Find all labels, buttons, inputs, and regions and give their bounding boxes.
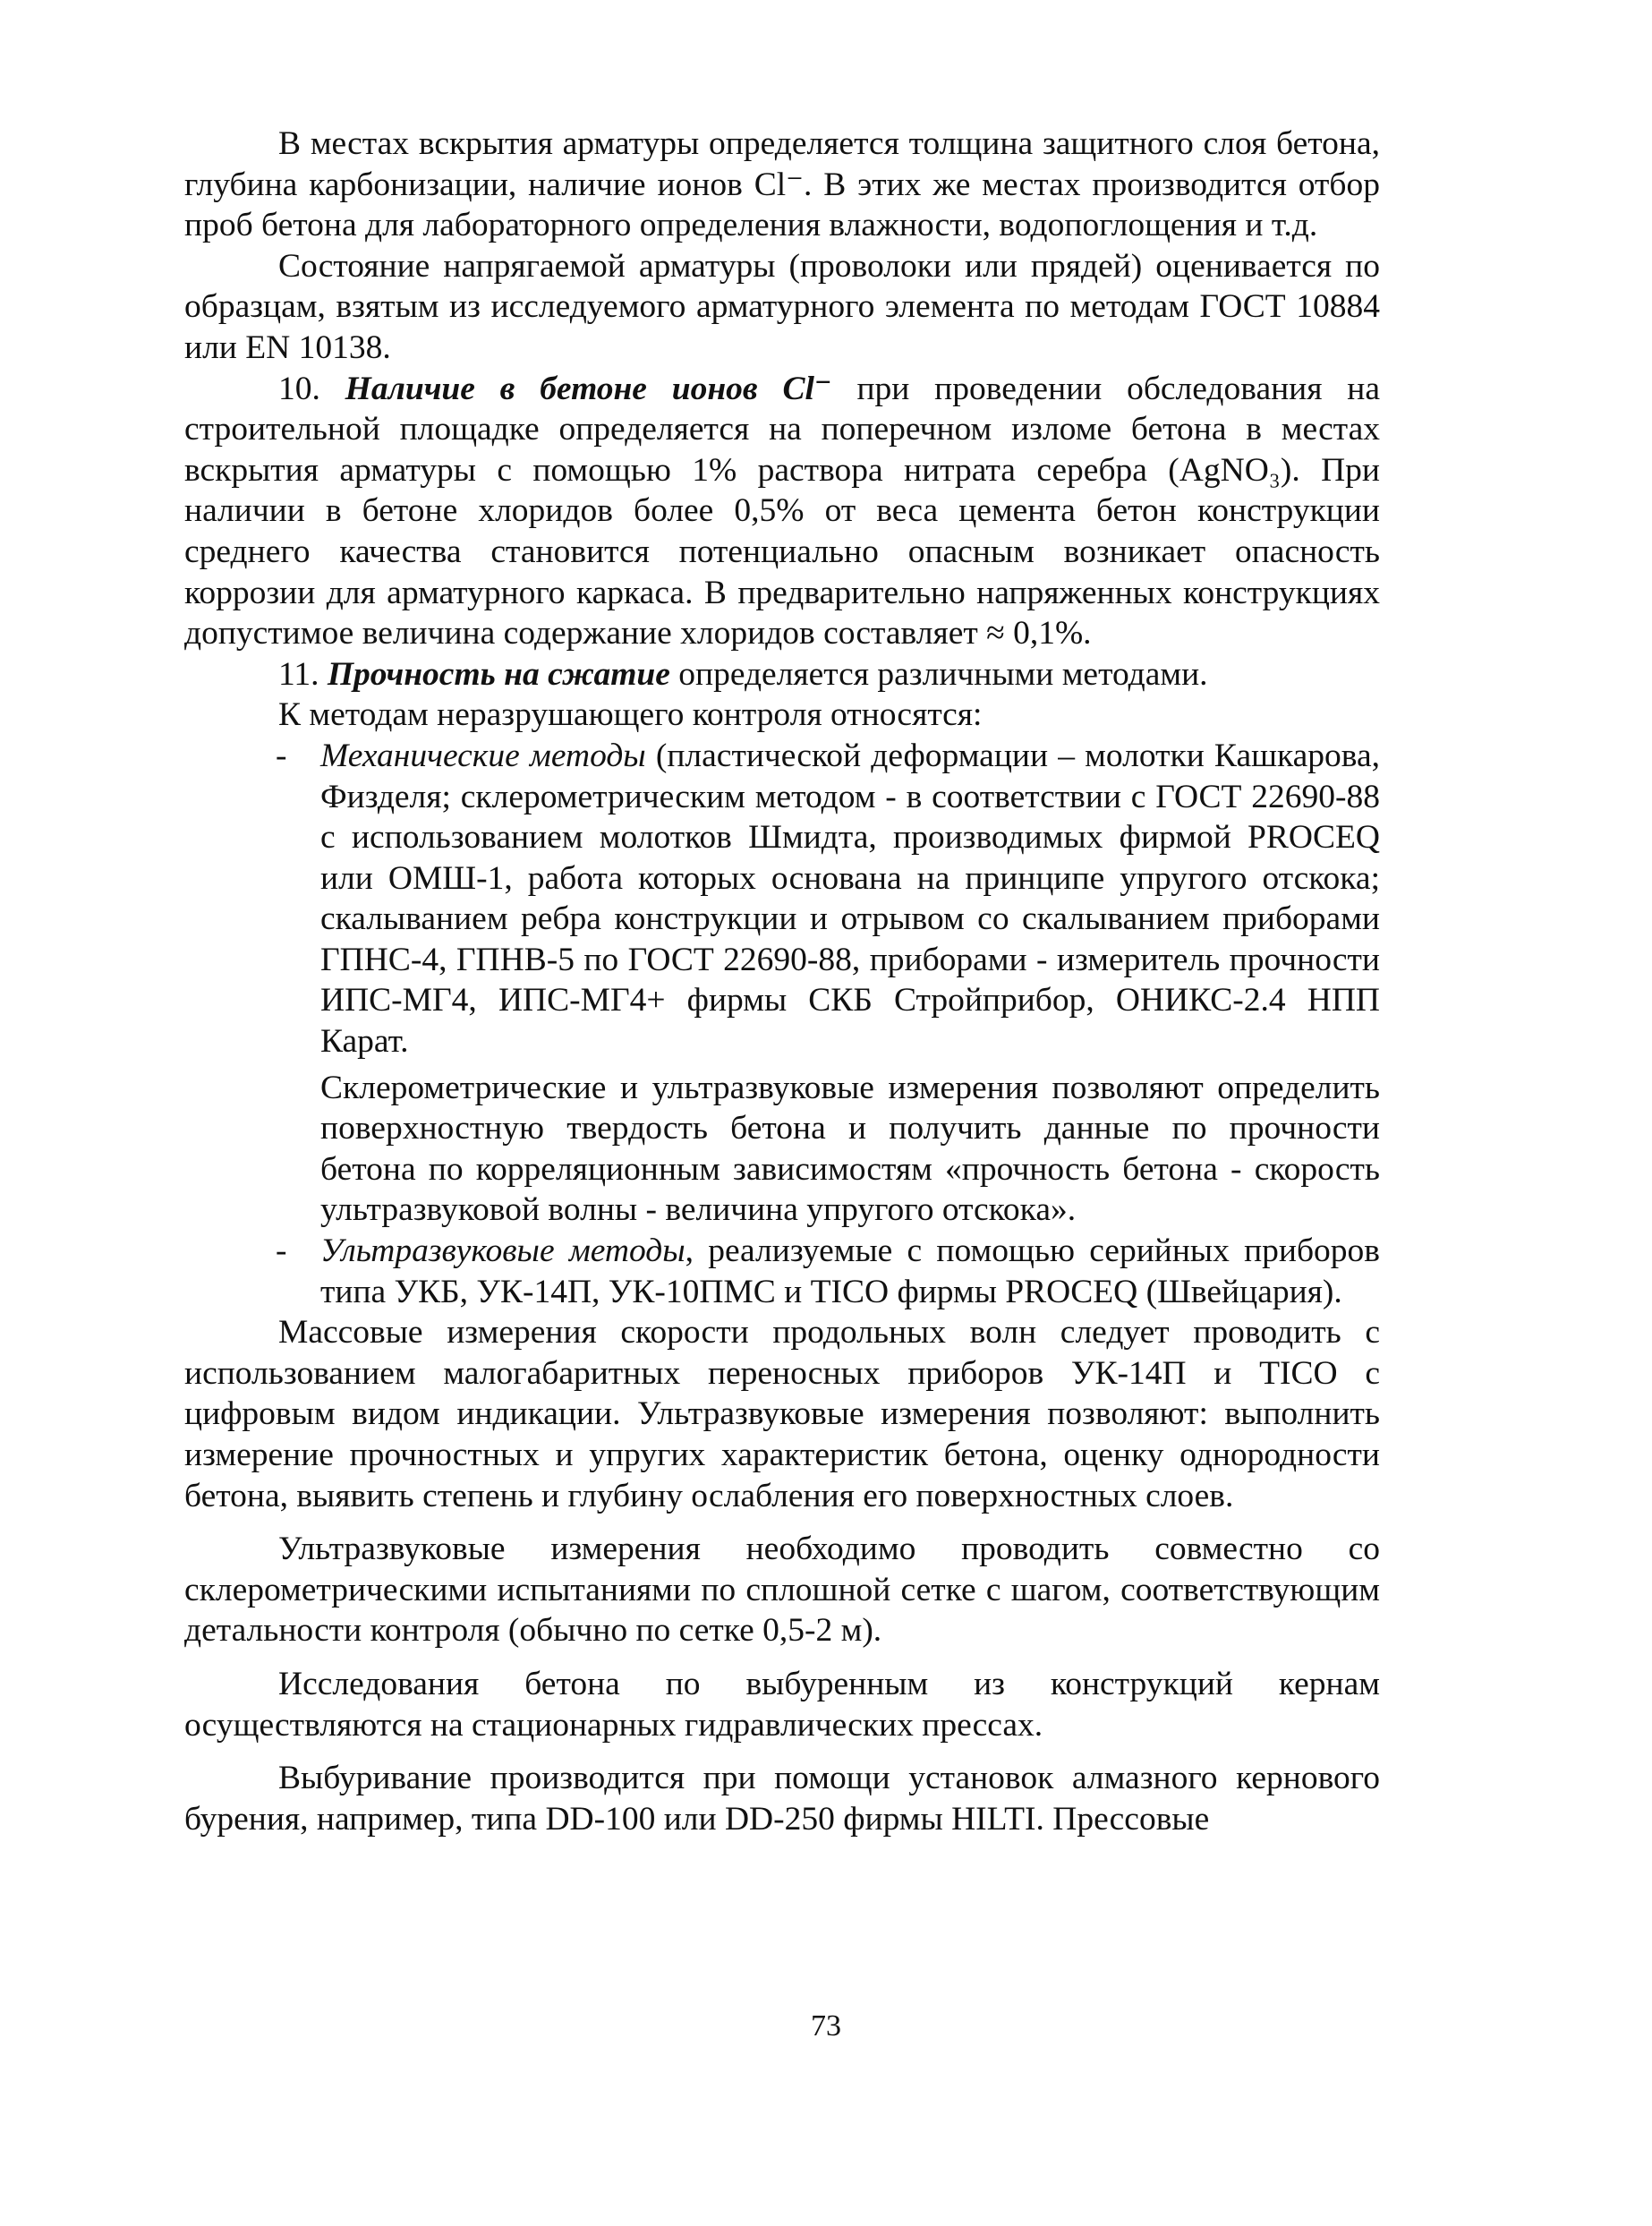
method-title-ultrasonic: Ультразвуковые методы: [320, 1232, 685, 1270]
paragraph-sclerometric-note: Склерометрические и ультразвуковые измерения позволяют определить поверхностную твердость бетона и получить данные по прочности бетона по корреляционным зависимостям «прочность бетона - скорость ультразвуковой волны - величина упругого отскока».: [320, 1069, 1380, 1229]
page-number: 73: [811, 2009, 841, 2043]
list-dash: -: [276, 737, 287, 774]
paragraph-prestressed-rebar: Состояние напрягаемой арматуры (проволоки или прядей) оценивается по образцам, взятым из исследуемого арматурного элемента по методам ГОСТ 10884 или EN 10138.: [184, 247, 1380, 366]
paragraph-core-drilling: Выбуривание производится при помощи установок алмазного кернового бурения, например, типа DD-100 или DD-250 фирмы HILTI. Прессовые: [184, 1760, 1380, 1838]
section-title-chloride: Наличие в бетоне ионов Cl⁻: [345, 370, 832, 407]
paragraph-core-research: Исследования бетона по выбуренным из конструкций кернам осуществляются на стационарных гидравлических прессах.: [184, 1665, 1380, 1744]
item-number: 10.: [278, 370, 320, 407]
page-body: [184, 124, 1380, 1839]
paragraph-compressive-strength: [184, 654, 1380, 695]
list-item-mechanical-methods: [184, 736, 1380, 1062]
paragraph-chloride-ions: [184, 369, 1380, 654]
list-item-ultrasonic-methods: [184, 1231, 1380, 1312]
item-number: 11.: [278, 655, 319, 693]
section-title-strength: Прочность на сжатие: [327, 655, 670, 693]
chloride-text: при проведении обследования на строительной площадке определяется на поперечном изломе бетона в местах вскрытия арматуры с помощью 1% раствора нитрата серебра (AgNO₃). При наличии в бетоне хлоридов более 0,5% от веса цемента бетон конструкции среднего качества становится потенциально опасным возникает опасность коррозии для арматурного каркаса. В предварительно напряженных конструкциях допустимое величина содержание хлоридов составляет ≈ 0,1%.: [184, 370, 1380, 652]
paragraph-ndt-methods-intro: К методам неразрушающего контроля относятся:: [278, 696, 983, 734]
strength-text: определяется различными методами.: [669, 655, 1208, 693]
paragraph-combined-measurements: Ультразвуковые измерения необходимо проводить совместно со склерометрическими испытаниями по сплошной сетке с шагом, соответствующим детальности контроля (обычно по сетке 0,5-2 м).: [184, 1531, 1380, 1650]
list-dash: -: [276, 1232, 287, 1270]
paragraph-mass-measurements: Массовые измерения скорости продольных волн следует проводить с использованием малогабаритных переносных приборов УК-14П и TICO с цифровым видом индикации. Ультразвуковые измерения позволяют: выполнить измерение прочностных и упругих характеристик бетона, оценку однородности бетона, выявить степень и глубину ослабления его поверхностных слоев.: [184, 1314, 1380, 1514]
ultrasonic-methods-text: , реализуемые с помощью серийных приборов типа УКБ, УК-14П, УК-10ПМС и TICO фирмы PROCEQ (Швейцария).: [320, 1232, 1380, 1310]
mechanical-methods-text: (пластической деформации – молотки Кашкарова, Физделя; склерометрическим методом - в соответствии с ГОСТ 22690-88 с использованием молотков Шмидта, производимых фирмой PROCEQ или ОМШ-1, работа которых основана на принципе упругого отскока; скалыванием ребра конструкции и отрывом со скалыванием приборами ГПНС-4, ГПНВ-5 по ГОСТ 22690-88, приборами - измеритель прочности ИПС-МГ4, ИПС-МГ4+ фирмы СКБ Стройприбор, ОНИКС-2.4 НПП Карат.: [320, 737, 1380, 1061]
method-title-mechanical: Механические методы: [320, 737, 646, 774]
paragraph-rebar-inspection: В местах вскрытия арматуры определяется толщина защитного слоя бетона, глубина карбонизации, наличие ионов Cl⁻. В этих же местах производится отбор проб бетона для лабораторного определения влажности, водопоглощения и т.д.: [184, 125, 1380, 244]
